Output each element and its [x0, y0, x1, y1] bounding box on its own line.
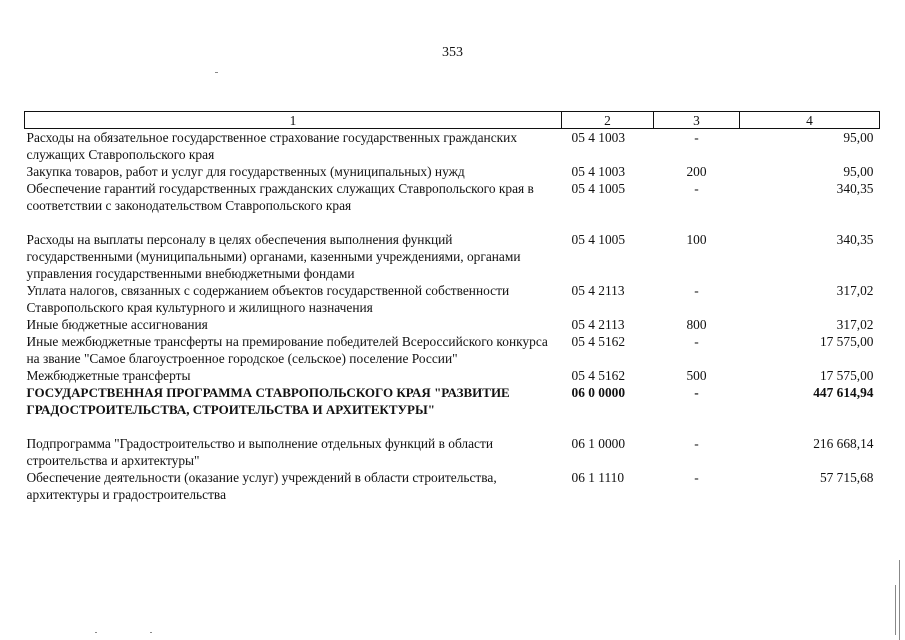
row-code: 05 4 1005	[571, 232, 626, 247]
row-amount: 216 668,14	[813, 436, 874, 451]
row-amount: 17 575,00	[819, 368, 874, 383]
row-amount: 57 715,68	[819, 470, 874, 485]
row-code: 05 4 5162	[571, 368, 626, 383]
row-type: -	[694, 283, 699, 298]
row-name: Подпрограмма "Градостроительство и выполнение отдельных функций в области строительства и архитектуры"	[26, 436, 494, 468]
row-name: Иные межбюджетные трансферты на премирование победителей Всероссийского конкурса на звание "Самое благоустроенное городское (сельское) поселение России"	[26, 334, 548, 366]
row-amount: 317,02	[836, 283, 874, 298]
scan-speck	[150, 632, 152, 633]
row-type: -	[694, 334, 699, 349]
table-header	[25, 112, 880, 129]
table-row	[25, 231, 880, 282]
row-amount: 447 614,94	[813, 385, 874, 400]
table-row	[25, 316, 880, 333]
row-code: 05 4 5162	[571, 334, 626, 349]
table-row	[25, 469, 880, 503]
row-amount: 317,02	[836, 317, 874, 332]
row-code: 06 1 0000	[571, 436, 626, 451]
table-row	[25, 163, 880, 180]
row-name: Расходы на обязательное государственное страхование государственных гражданских служащих Ставропольского края	[26, 130, 518, 162]
table-row	[25, 435, 880, 469]
table-row	[25, 333, 880, 367]
row-code: 06 1 1110	[571, 470, 625, 485]
row-name: Иные бюджетные ассигнования	[26, 317, 208, 332]
row-type: 100	[686, 232, 707, 247]
row-amount: 95,00	[843, 130, 874, 145]
scan-edge-line	[899, 560, 900, 640]
row-type: 800	[686, 317, 707, 332]
scan-speck	[95, 632, 97, 633]
header-col-1: 1	[25, 112, 562, 129]
row-code: 05 4 2113	[571, 317, 625, 332]
row-code: 05 4 1003	[571, 130, 626, 145]
row-code: 05 4 1003	[571, 164, 626, 179]
row-amount: 340,35	[836, 181, 874, 196]
header-col-4: 4	[740, 112, 880, 129]
row-name: ГОСУДАРСТВЕННАЯ ПРОГРАММА СТАВРОПОЛЬСКОГО КРАЯ "РАЗВИТИЕ ГРАДОСТРОИТЕЛЬСТВА, СТРОИТЕЛЬСТВА И АРХИТЕКТУРЫ"	[26, 385, 510, 417]
row-type: -	[694, 181, 699, 196]
table-row	[25, 367, 880, 384]
budget-table	[24, 111, 880, 503]
row-amount: 17 575,00	[819, 334, 874, 349]
table-row	[25, 282, 880, 316]
row-type: -	[694, 436, 699, 451]
row-type: -	[694, 130, 699, 145]
page-number: 353	[442, 45, 463, 60]
row-name: Закупка товаров, работ и услуг для государственных (муниципальных) нужд	[26, 164, 465, 179]
table-row	[25, 384, 880, 435]
table-row	[25, 180, 880, 231]
row-code: 06 0 0000	[571, 385, 626, 400]
row-type: 500	[686, 368, 707, 383]
row-type: -	[694, 385, 699, 400]
scan-edge-line	[895, 585, 896, 635]
header-col-3: 3	[654, 112, 740, 129]
row-code: 05 4 1005	[571, 181, 626, 196]
row-code: 05 4 2113	[571, 283, 625, 298]
table-row	[25, 129, 880, 164]
row-amount: 340,35	[836, 232, 874, 247]
scan-speck	[215, 72, 218, 73]
row-name: Уплата налогов, связанных с содержанием объектов государственной собственности Ставропольского края культурного и жилищного назначения	[26, 283, 510, 315]
row-name: Межбюджетные трансферты	[26, 368, 191, 383]
row-type: 200	[686, 164, 707, 179]
row-name: Обеспечение деятельности (оказание услуг) учреждений в области строительства, архитектуры и градостроительства	[26, 470, 497, 502]
row-type: -	[694, 470, 699, 485]
row-name: Обеспечение гарантий государственных гражданских служащих Ставропольского края в соответствии с законодательством Ставропольского края	[26, 181, 534, 213]
row-name: Расходы на выплаты персоналу в целях обеспечения выполнения функций государственными (муниципальными) органами, казенными учреждениями, органами управления государственными внебюджетными фондами	[26, 232, 521, 281]
row-amount: 95,00	[843, 164, 874, 179]
header-col-2: 2	[562, 112, 654, 129]
